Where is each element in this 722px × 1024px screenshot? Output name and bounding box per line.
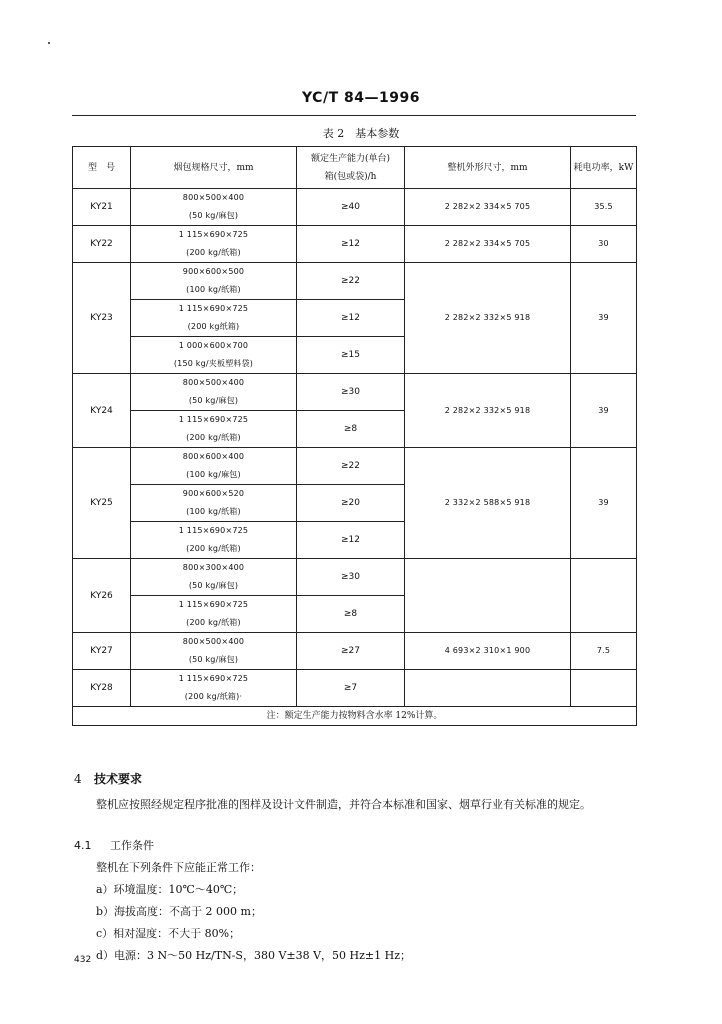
capacity-cell: ≥40	[297, 189, 405, 226]
table-header-row	[73, 147, 637, 189]
header-power: 耗电功率，kW	[571, 147, 637, 189]
bale-size: 800×600×400	[182, 452, 245, 461]
model-cell: KY22	[73, 226, 131, 263]
bale-cell	[131, 633, 297, 670]
header-capacity-line2: 箱(包或袋)/h	[324, 171, 377, 182]
bale-pack: (150 kg/夹板塑料袋)	[173, 359, 254, 368]
capacity-cell: ≥27	[297, 633, 405, 670]
dimensions-cell: 2 282×2 334×5 705	[405, 226, 571, 263]
bale-cell	[131, 337, 297, 374]
bale-pack: (200 kg/纸箱)	[186, 248, 241, 257]
bale-size: 1 115×690×725	[178, 304, 249, 313]
dimensions-cell: 2 282×2 332×5 918	[405, 263, 571, 374]
model-cell: KY27	[73, 633, 131, 670]
bale-size: 1 115×690×725	[178, 230, 249, 239]
bale-cell	[131, 670, 297, 707]
table-row	[73, 263, 637, 300]
condition-item: b）海拔高度：不高于 2 000 m；	[96, 905, 262, 918]
bale-size: 1 000×600×700	[178, 341, 249, 350]
dimensions-cell: 4 693×2 310×1 900	[405, 633, 571, 670]
capacity-cell: ≥12	[297, 300, 405, 337]
capacity-cell: ≥7	[297, 670, 405, 707]
capacity-cell: ≥30	[297, 374, 405, 411]
power-cell	[571, 559, 637, 633]
dimensions-cell: 2 282×2 332×5 918	[405, 374, 571, 448]
header-dimensions: 整机外形尺寸，mm	[405, 147, 571, 189]
capacity-cell: ≥8	[297, 411, 405, 448]
bale-size: 800×500×400	[182, 378, 245, 387]
table-caption: 表 2 基本参数	[322, 127, 400, 140]
bale-cell	[131, 559, 297, 596]
bale-pack: (100 kg/麻包)	[186, 470, 241, 479]
capacity-cell: ≥30	[297, 559, 405, 596]
table-row	[73, 189, 637, 226]
dimensions-cell: 2 332×2 588×5 918	[405, 448, 571, 559]
table-row	[73, 670, 637, 707]
bale-pack: (50 kg/麻包)	[188, 211, 239, 220]
bale-pack: (50 kg/麻包)	[188, 581, 239, 590]
bale-cell	[131, 226, 297, 263]
bale-pack: (100 kg/纸箱)	[186, 507, 241, 516]
bale-cell	[131, 522, 297, 559]
standard-number: YC/T 84—1996	[302, 90, 420, 106]
bale-pack: (200 kg/纸箱)·	[184, 692, 243, 701]
power-cell: 35.5	[571, 189, 637, 226]
bale-size: 900×600×520	[182, 489, 245, 498]
bale-cell	[131, 485, 297, 522]
section-4-1-heading	[74, 837, 154, 853]
power-cell: 39	[571, 448, 637, 559]
condition-item: a）环境温度：10℃～40℃；	[96, 883, 244, 896]
parameters-table	[72, 146, 637, 726]
capacity-cell: ≥12	[297, 226, 405, 263]
bale-size: 1 115×690×725	[178, 415, 249, 424]
table-row	[73, 226, 637, 263]
model-cell: KY28	[73, 670, 131, 707]
table-row	[73, 559, 637, 596]
section-4-heading	[74, 770, 142, 787]
capacity-cell: ≥22	[297, 448, 405, 485]
section-4-1-intro: 整机在下列条件下应能正常工作：	[96, 861, 261, 874]
bale-size: 1 115×690×725	[178, 674, 249, 683]
capacity-cell: ≥12	[297, 522, 405, 559]
bale-pack: (50 kg/麻包)	[188, 655, 239, 664]
header-capacity	[297, 147, 405, 189]
header-rule	[72, 115, 636, 116]
model-cell: KY24	[73, 374, 131, 448]
power-cell: 7.5	[571, 633, 637, 670]
bale-pack: (200 kg/纸箱)	[186, 433, 241, 442]
bale-pack: (200 kg/纸箱)	[186, 618, 241, 627]
bale-cell	[131, 300, 297, 337]
bale-size: 800×500×400	[182, 637, 245, 646]
bale-cell	[131, 411, 297, 448]
capacity-cell: ≥15	[297, 337, 405, 374]
dimensions-cell: 2 282×2 334×5 705	[405, 189, 571, 226]
bale-size: 900×600×500	[182, 267, 245, 276]
bale-pack: (50 kg/麻包)	[188, 396, 239, 405]
table-row	[73, 633, 637, 670]
table-row	[73, 374, 637, 411]
header-model: 型 号	[73, 147, 131, 189]
scan-speck	[48, 42, 50, 44]
power-cell: 30	[571, 226, 637, 263]
condition-item: d）电源：3 N～50 Hz/TN-S，380 V±38 V，50 Hz±1 Hz；	[96, 949, 412, 962]
capacity-cell: ≥8	[297, 596, 405, 633]
capacity-cell: ≥20	[297, 485, 405, 522]
section-4-title: 技术要求	[94, 772, 143, 786]
dimensions-cell	[405, 670, 571, 707]
bale-size: 1 115×690×725	[178, 600, 249, 609]
section-4-paragraph: 整机应按照经规定程序批准的图样及设计文件制造，并符合本标准和国家、烟草行业有关标准的规定。	[96, 798, 591, 811]
bale-size: 1 115×690×725	[178, 526, 249, 535]
table-note-row	[73, 707, 637, 726]
capacity-cell: ≥22	[297, 263, 405, 300]
bale-size: 800×300×400	[182, 563, 245, 572]
bale-pack: (200 kg/纸箱)	[186, 544, 241, 553]
bale-pack: (200 kg纸箱)	[187, 322, 240, 331]
power-cell: 39	[571, 374, 637, 448]
power-cell: 39	[571, 263, 637, 374]
bale-cell	[131, 374, 297, 411]
table-note: 注：额定生产能力按物料含水率 12%计算。	[73, 707, 637, 726]
model-cell: KY21	[73, 189, 131, 226]
bale-cell	[131, 263, 297, 300]
section-4-number: 4	[74, 772, 82, 786]
model-cell: KY26	[73, 559, 131, 633]
condition-item: c）相对湿度：不大于 80%；	[96, 927, 241, 940]
bale-pack: (100 kg/纸箱)	[186, 285, 241, 294]
bale-size: 800×500×400	[182, 193, 245, 202]
model-cell: KY23	[73, 263, 131, 374]
section-4-1-title: 工作条件	[110, 839, 154, 852]
bale-cell	[131, 189, 297, 226]
section-4-1-number: 4.1	[74, 839, 92, 852]
page-number: 432	[74, 955, 92, 965]
power-cell	[571, 670, 637, 707]
bale-cell	[131, 596, 297, 633]
bale-cell	[131, 448, 297, 485]
model-cell: KY25	[73, 448, 131, 559]
header-capacity-line1: 额定生产能力(单台)	[310, 153, 391, 164]
table-row	[73, 448, 637, 485]
dimensions-cell	[405, 559, 571, 633]
header-bale-size: 烟包规格尺寸，mm	[131, 147, 297, 189]
